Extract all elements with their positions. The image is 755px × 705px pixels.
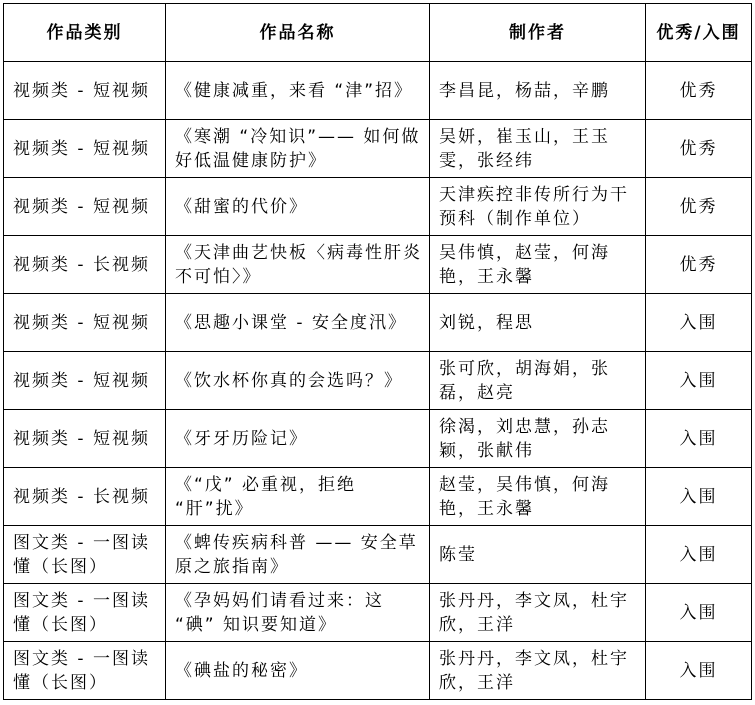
cell-award: 入围	[646, 584, 752, 642]
cell-authors: 张丹丹，李文凤，杜宇欣，王洋	[430, 584, 646, 642]
cell-category: 视频类 - 短视频	[4, 62, 166, 120]
works-table	[3, 3, 752, 700]
table-row	[4, 526, 752, 584]
cell-category: 视频类 - 长视频	[4, 236, 166, 294]
cell-title: 《孕妈妈们请看过来：这 “碘” 知识要知道》	[166, 584, 430, 642]
table-row	[4, 584, 752, 642]
cell-category: 图文类 - 一图读懂（长图）	[4, 584, 166, 642]
cell-title: 《蜱传疾病科普 —— 安全草原之旅指南》	[166, 526, 430, 584]
cell-authors: 天津疾控非传所行为干预科（制作单位）	[430, 178, 646, 236]
table-row	[4, 120, 752, 178]
works-table-container	[3, 3, 752, 700]
cell-title: 《甜蜜的代价》	[166, 178, 430, 236]
table-row	[4, 410, 752, 468]
cell-award: 入围	[646, 468, 752, 526]
cell-category: 视频类 - 短视频	[4, 120, 166, 178]
cell-authors: 徐渴，刘忠慧，孙志颖，张献伟	[430, 410, 646, 468]
cell-award: 入围	[646, 526, 752, 584]
cell-award: 优秀	[646, 120, 752, 178]
cell-title: 《牙牙历险记》	[166, 410, 430, 468]
table-row	[4, 62, 752, 120]
table-row	[4, 642, 752, 700]
table-row	[4, 178, 752, 236]
cell-award: 入围	[646, 352, 752, 410]
cell-title: 《天津曲艺快板〈病毒性肝炎不可怕〉》	[166, 236, 430, 294]
cell-award: 入围	[646, 294, 752, 352]
table-header-row	[4, 4, 752, 62]
cell-category: 视频类 - 短视频	[4, 294, 166, 352]
cell-category: 视频类 - 短视频	[4, 410, 166, 468]
cell-title: 《“戊” 必重视，拒绝 “肝”扰》	[166, 468, 430, 526]
cell-category: 图文类 - 一图读懂（长图）	[4, 526, 166, 584]
cell-title: 《寒潮 “冷知识”—— 如何做好低温健康防护》	[166, 120, 430, 178]
cell-category: 视频类 - 长视频	[4, 468, 166, 526]
cell-title: 《思趣小课堂 - 安全度汛》	[166, 294, 430, 352]
header-award: 优秀/入围	[646, 4, 752, 62]
cell-award: 优秀	[646, 178, 752, 236]
cell-award: 优秀	[646, 62, 752, 120]
table-row	[4, 294, 752, 352]
cell-authors: 张可欣，胡海娟，张磊，赵亮	[430, 352, 646, 410]
cell-category: 视频类 - 短视频	[4, 352, 166, 410]
table-row	[4, 468, 752, 526]
header-title: 作品名称	[166, 4, 430, 62]
cell-title: 《饮水杯你真的会选吗？》	[166, 352, 430, 410]
cell-award: 入围	[646, 410, 752, 468]
cell-title: 《碘盐的秘密》	[166, 642, 430, 700]
header-category: 作品类别	[4, 4, 166, 62]
cell-award: 入围	[646, 642, 752, 700]
cell-authors: 张丹丹，李文凤，杜宇欣，王洋	[430, 642, 646, 700]
cell-authors: 陈莹	[430, 526, 646, 584]
cell-authors: 吴妍，崔玉山，王玉雯，张经纬	[430, 120, 646, 178]
cell-authors: 吴伟慎，赵莹，何海艳，王永馨	[430, 236, 646, 294]
cell-category: 图文类 - 一图读懂（长图）	[4, 642, 166, 700]
table-row	[4, 352, 752, 410]
cell-authors: 赵莹，吴伟慎，何海艳，王永馨	[430, 468, 646, 526]
table-row	[4, 236, 752, 294]
cell-title: 《健康减重，来看 “津”招》	[166, 62, 430, 120]
header-authors: 制作者	[430, 4, 646, 62]
cell-award: 优秀	[646, 236, 752, 294]
cell-authors: 李昌昆，杨喆，辛鹏	[430, 62, 646, 120]
cell-category: 视频类 - 短视频	[4, 178, 166, 236]
cell-authors: 刘锐，程思	[430, 294, 646, 352]
